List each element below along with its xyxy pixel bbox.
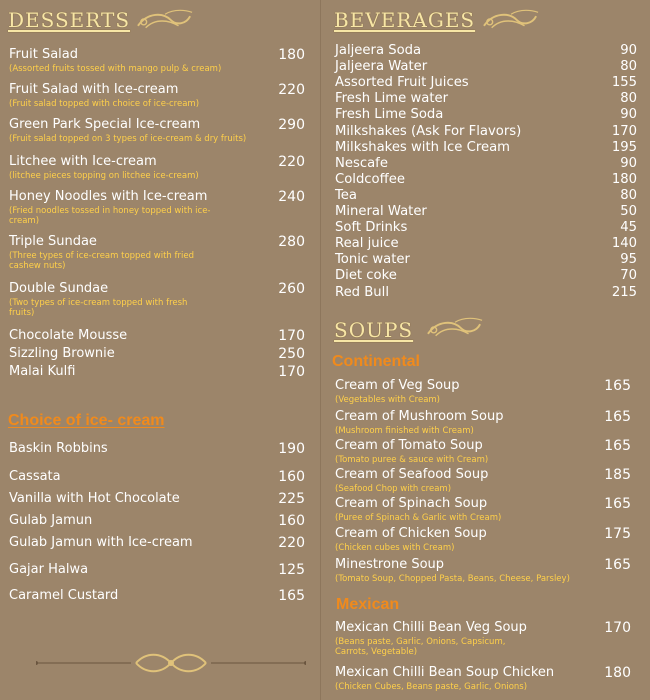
beverage-item (335, 59, 637, 74)
mexican-label: Mexican (336, 596, 400, 613)
item-name: Assorted Fruit Juices (335, 75, 469, 91)
item-description: (Three types of ice-cream topped with fried cashew nuts) (9, 251, 194, 271)
dessert-item (9, 190, 305, 226)
item-name: Baskin Robbins (9, 441, 108, 456)
dessert-item (9, 155, 305, 181)
item-description: (Vegetables with Cream) (335, 395, 440, 405)
soups-heading: SOUPS (334, 318, 414, 342)
item-price: 165 (278, 588, 305, 604)
ice-cream-item (9, 514, 305, 528)
item-name: Cream of Seafood Soup (335, 467, 489, 482)
item-name: Milkshakes (Ask For Flavors) (335, 123, 522, 139)
beverage-item (335, 75, 637, 90)
ice-cream-item (9, 492, 305, 506)
item-name: Diet coke (335, 268, 397, 284)
item-description: (Fruit salad topped with choice of ice-cream) (9, 99, 200, 109)
dessert-item (9, 235, 305, 271)
item-name: Jaljeera Soda (335, 43, 422, 58)
item-description: (Chicken Cubes, Beans paste, Garlic, Onions) (335, 682, 528, 692)
beverage-item (335, 204, 637, 219)
item-name: Honey Noodles with Ice-cream (9, 189, 208, 204)
item-price: 50 (620, 204, 637, 219)
item-price: 165 (604, 438, 631, 454)
item-description: (Tomato Soup, Chopped Pasta, Beans, Cheese, Parsley) (335, 574, 570, 584)
item-price: 165 (604, 557, 631, 573)
dessert-item (9, 48, 305, 74)
item-description: (Mushroom finished with Cream) (335, 426, 474, 436)
item-price: 180 (604, 665, 631, 681)
beverage-item (335, 252, 637, 267)
beverage-item (335, 285, 637, 300)
item-price: 180 (611, 171, 637, 187)
soup-item (335, 527, 631, 553)
item-name: Jaljeera Water (335, 59, 428, 75)
dessert-item (9, 83, 305, 109)
ice-cream-item (9, 563, 305, 577)
soup-item (335, 497, 631, 523)
item-name: Tonic water (335, 252, 410, 268)
item-description: (Tomato puree & sauce with Cream) (335, 455, 489, 465)
item-description: (Beans paste, Garlic, Onions, Capsicum, Carrots, Vegetable) (335, 637, 506, 657)
beverage-item (335, 43, 637, 58)
item-name: Sizzling Brownie (9, 346, 115, 361)
desserts-heading: DESSERTS (8, 8, 131, 32)
ice-cream-item (9, 536, 305, 550)
item-description: (Chicken cubes with Cream) (335, 543, 455, 553)
item-price: 180 (278, 47, 305, 63)
swirl-ornament-icon (136, 8, 194, 32)
ice-cream-item (9, 470, 305, 484)
item-name: Malai Kulfi (9, 364, 76, 379)
item-name: Tea (335, 187, 358, 203)
item-price: 125 (278, 562, 305, 578)
item-description: (Fried noodles tossed in honey topped with ice-cream) (9, 206, 211, 226)
item-name: Cream of Chicken Soup (335, 526, 487, 541)
soup-item (335, 666, 631, 692)
item-price: 260 (278, 281, 305, 297)
dessert-item (9, 365, 305, 379)
ice-cream-item (9, 442, 305, 456)
item-name: Fruit Salad with Ice-cream (9, 82, 179, 97)
item-name: Soft Drinks (335, 220, 408, 236)
item-price: 80 (620, 187, 637, 203)
swirl-ornament-icon (426, 316, 484, 340)
item-price: 220 (278, 535, 305, 551)
continental-label: Continental (332, 353, 420, 370)
item-name: Fresh Lime water (335, 91, 449, 107)
item-price: 45 (620, 220, 637, 236)
item-price: 215 (611, 284, 637, 300)
item-name: Cassata (9, 469, 61, 484)
item-price: 195 (611, 139, 637, 155)
soup-item (335, 439, 631, 465)
item-price: 280 (278, 234, 305, 250)
item-name: Real juice (335, 236, 399, 252)
flourish-divider-icon (36, 652, 306, 674)
swirl-ornament-icon (482, 8, 540, 32)
item-price: 170 (611, 123, 637, 139)
item-name: Double Sundae (9, 281, 109, 296)
beverage-item (335, 268, 637, 283)
item-name: Cream of Tomato Soup (335, 438, 483, 453)
item-name: Mexican Chilli Bean Veg Soup (335, 620, 527, 635)
item-name: Cream of Mushroom Soup (335, 409, 504, 424)
item-name: Red Bull (335, 284, 389, 300)
item-name: Vanilla with Hot Chocolate (9, 491, 180, 506)
item-name: Green Park Special Ice-cream (9, 117, 201, 132)
item-name: Caramel Custard (9, 588, 119, 603)
item-price: 160 (278, 513, 305, 529)
item-price: 225 (278, 491, 305, 507)
beverage-item (335, 140, 637, 155)
item-price: 220 (278, 154, 305, 170)
item-name: Litchee with Ice-cream (9, 154, 157, 169)
item-price: 90 (620, 107, 637, 123)
item-description: (Two types of ice-cream topped with fresh fruits) (9, 298, 188, 318)
item-price: 90 (620, 155, 637, 171)
item-name: Gulab Jamun with Ice-cream (9, 535, 193, 550)
item-description: (Fruit salad topped on 3 types of ice-cream & dry fruits) (9, 134, 247, 144)
item-price: 170 (604, 620, 631, 636)
item-name: Triple Sundae (9, 234, 97, 249)
item-price: 170 (278, 328, 305, 344)
item-price: 240 (278, 189, 305, 205)
soup-item (335, 410, 631, 436)
beverage-item (335, 124, 637, 139)
item-price: 95 (620, 252, 637, 268)
item-price: 185 (604, 467, 631, 483)
item-name: Nescafe (335, 155, 388, 171)
item-name: Cream of Veg Soup (335, 378, 460, 393)
item-price: 160 (278, 469, 305, 485)
item-name: Coldcoffee (335, 171, 405, 187)
item-price: 155 (611, 75, 637, 91)
item-description: (litchee pieces topping on litchee ice-cream) (9, 171, 199, 181)
item-price: 175 (604, 526, 631, 542)
soup-item (335, 621, 631, 657)
item-price: 165 (604, 378, 631, 394)
beverage-item (335, 91, 637, 106)
item-name: Mineral Water (335, 204, 427, 219)
item-price: 90 (620, 43, 637, 58)
beverage-item (335, 220, 637, 235)
item-price: 190 (278, 441, 305, 457)
dessert-item (9, 118, 305, 144)
beverage-item (335, 156, 637, 171)
item-price: 80 (620, 91, 637, 107)
item-description: (Puree of Spinach & Garlic with Cream) (335, 513, 502, 523)
item-name: Fresh Lime Soda (335, 107, 444, 123)
item-name: Mexican Chilli Bean Soup Chicken (335, 665, 555, 680)
dessert-item (9, 282, 305, 318)
choice-heading: Choice of ice- cream (8, 412, 165, 429)
beverages-heading: BEVERAGES (334, 8, 476, 32)
soup-item (335, 379, 631, 405)
item-name: Cream of Spinach Soup (335, 496, 488, 511)
beverage-item (335, 172, 637, 187)
beverage-item (335, 107, 637, 122)
item-price: 165 (604, 409, 631, 425)
dessert-item (9, 347, 305, 361)
item-price: 290 (278, 117, 305, 133)
item-description: (Assorted fruits tossed with mango pulp & cream) (9, 64, 222, 74)
item-name: Fruit Salad (9, 47, 79, 62)
item-name: Milkshakes with Ice Cream (335, 139, 510, 155)
item-name: Chocolate Mousse (9, 328, 128, 343)
dessert-item (9, 329, 305, 343)
item-price: 220 (278, 82, 305, 98)
soup-item (335, 558, 631, 584)
item-price: 250 (278, 346, 305, 362)
item-price: 70 (620, 268, 637, 284)
item-name: Minestrone Soup (335, 557, 445, 572)
item-price: 140 (611, 236, 637, 252)
item-name: Gulab Jamun (9, 513, 93, 528)
item-name: Gajar Halwa (9, 562, 89, 577)
item-price: 170 (278, 364, 305, 380)
item-price: 80 (620, 59, 637, 75)
beverage-item (335, 236, 637, 251)
ice-cream-item (9, 589, 305, 603)
item-price: 165 (604, 496, 631, 512)
soup-item (335, 468, 631, 494)
beverage-item (335, 188, 637, 203)
item-description: (Seafood Chop with cream) (335, 484, 452, 494)
column-divider (320, 0, 321, 700)
